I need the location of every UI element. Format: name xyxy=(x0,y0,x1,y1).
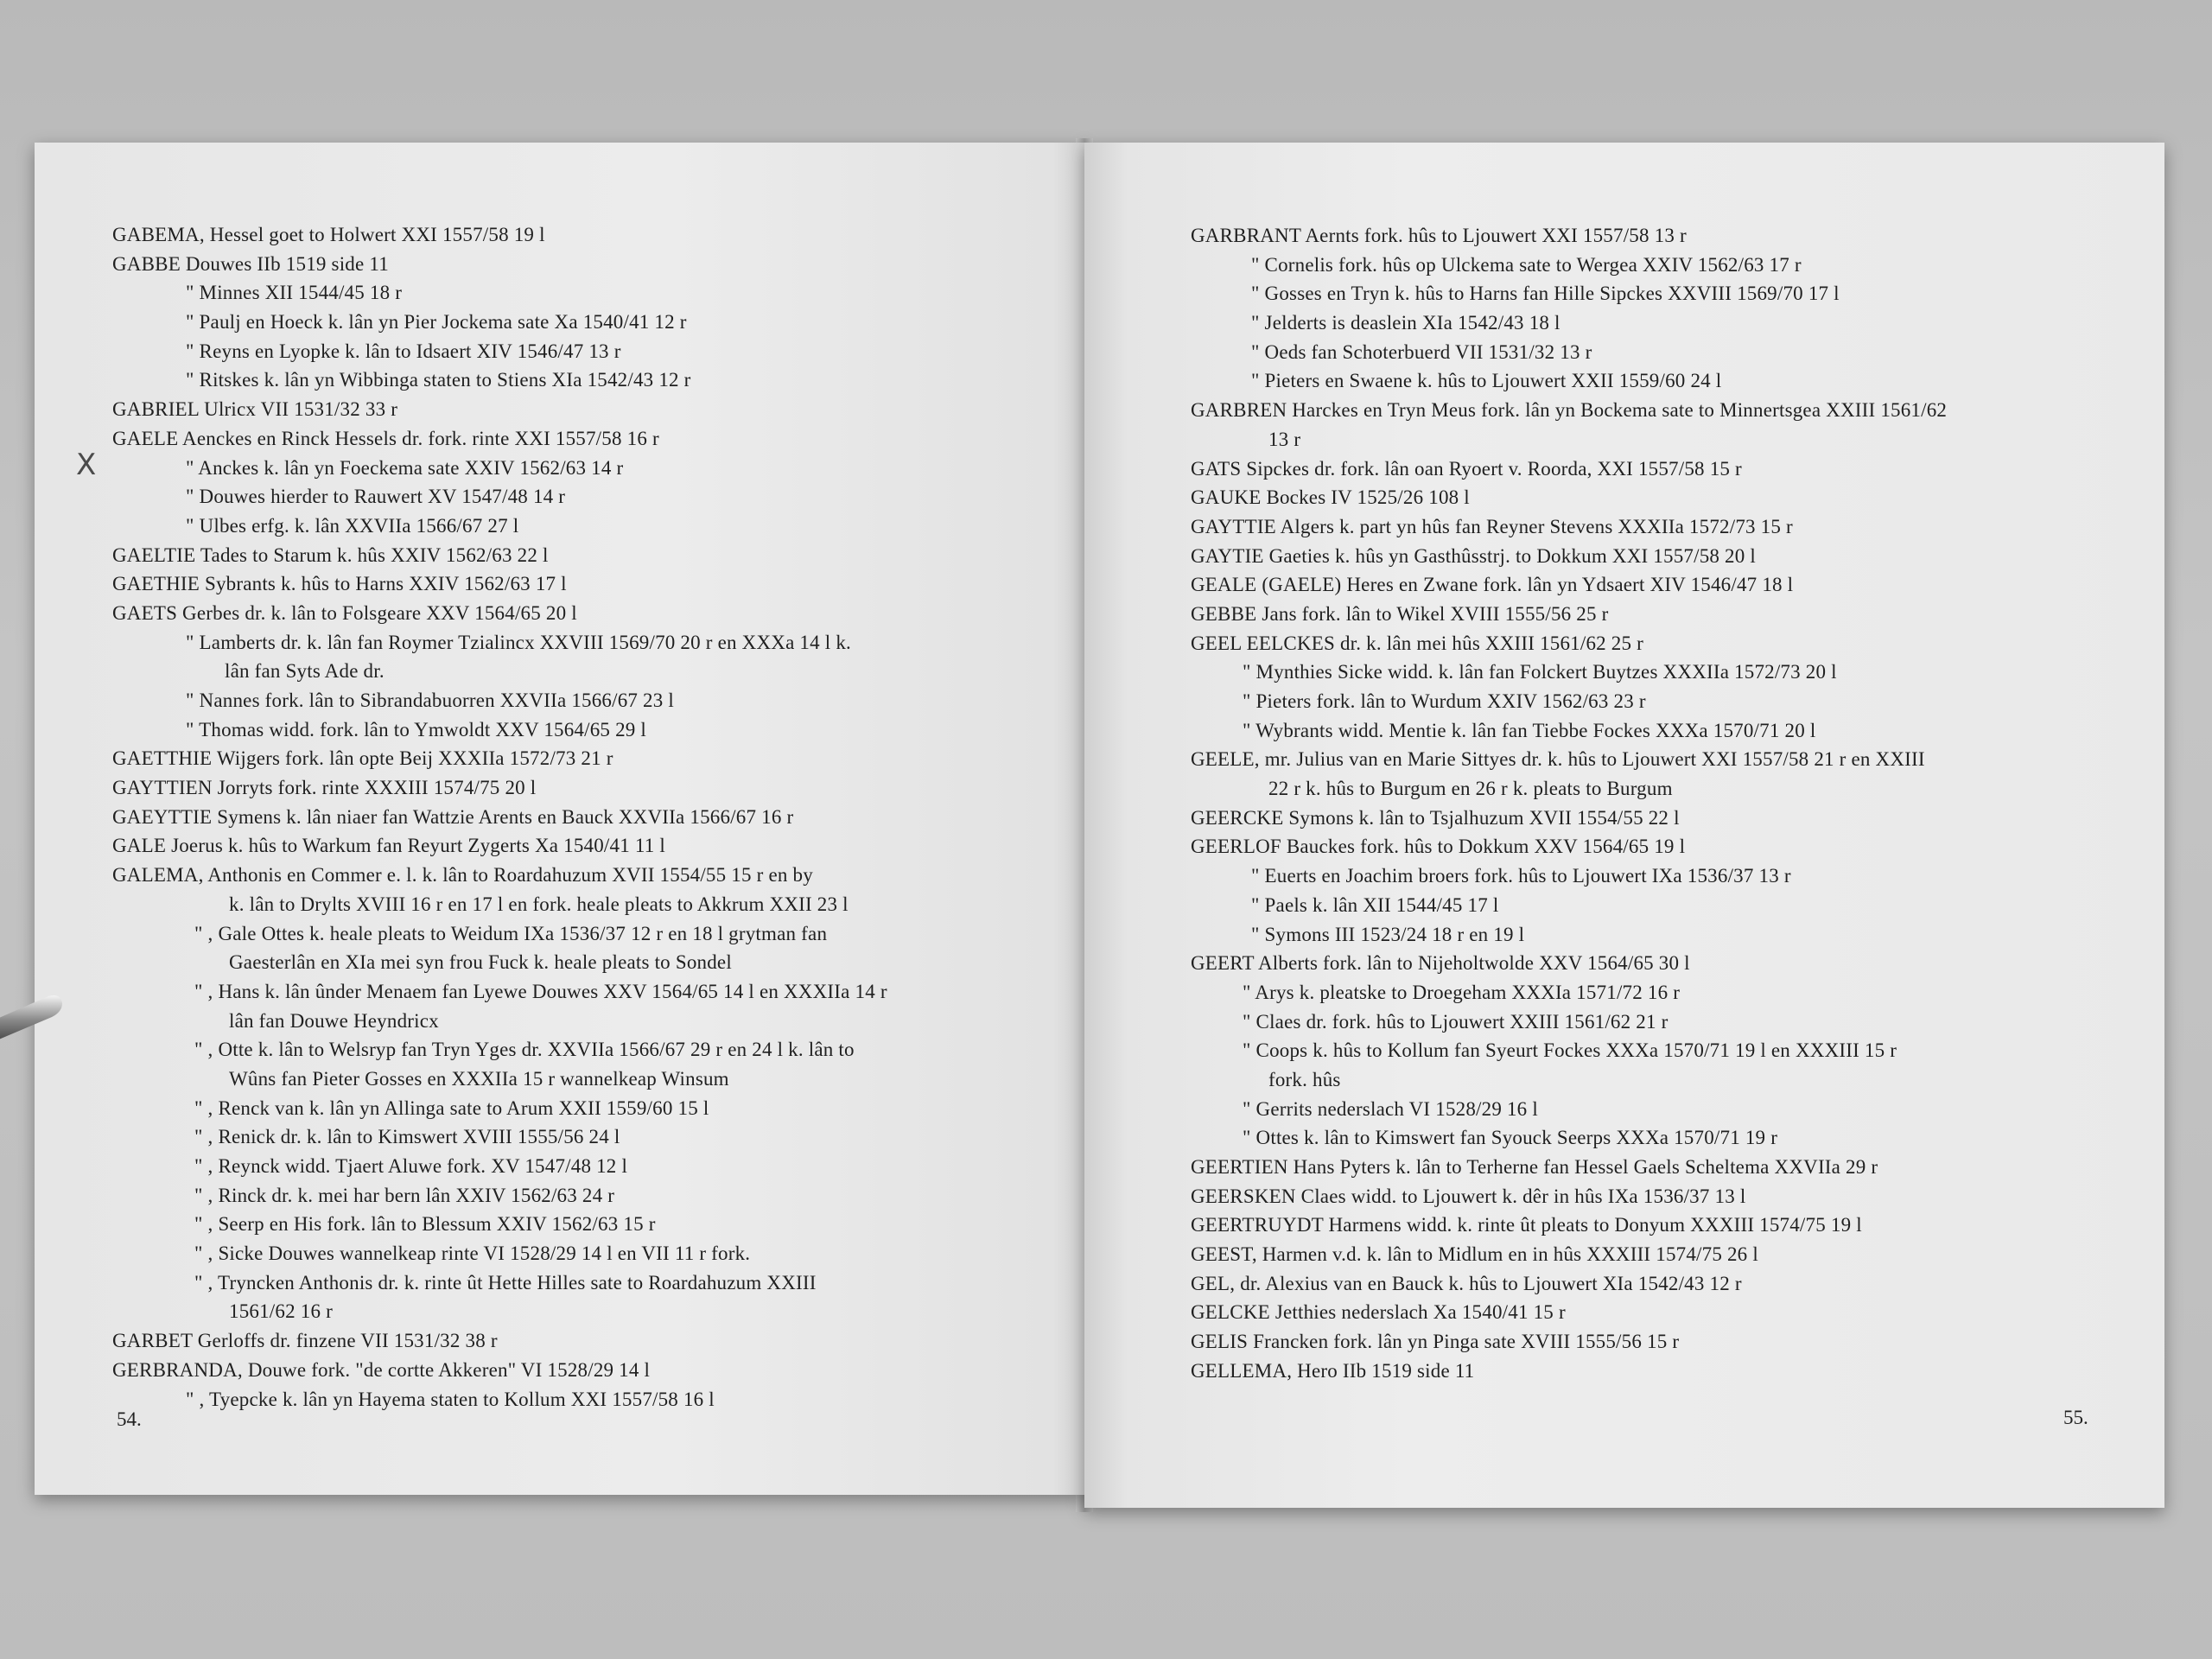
page-number-right: 55. xyxy=(2063,1407,2088,1428)
entry-line: GELLEMA, Hero IIb 1519 side 11 xyxy=(1191,1359,1475,1382)
entry-line: GEEL EELCKES dr. k. lân mei hûs XXIII 1561/62 25 r xyxy=(1191,632,1644,654)
entry-line: " Pieters fork. lân to Wurdum XXIV 1562/63 23 r xyxy=(1243,690,1646,712)
entry-line: GEEST, Harmen v.d. k. lân to Midlum en in hûs XXXIII 1574/75 26 l xyxy=(1191,1243,1758,1266)
entry-line: 1561/62 16 r xyxy=(229,1300,333,1323)
entry-line: " Wybrants widd. Mentie k. lân fan Tiebbe Fockes XXXa 1570/71 20 l xyxy=(1243,719,1816,741)
entry-line: " Lamberts dr. k. lân fan Roymer Tzialincx XXVIII 1569/70 20 r en XXXa 14 l k. xyxy=(186,631,851,653)
entry-line: " , Tyepcke k. lân yn Hayema staten to Kollum XXI 1557/58 16 l xyxy=(186,1388,715,1410)
entry-line: " Gerrits nederslach VI 1528/29 16 l xyxy=(1243,1097,1538,1120)
entry-line: " , Otte k. lân to Welsryp fan Tryn Yges dr. XXVIIa 1566/67 29 r en 24 l k. lân to xyxy=(194,1039,855,1061)
entry-line: lân fan Douwe Heyndricx xyxy=(229,1009,439,1032)
entry-line: " Jelderts is deaslein XIa 1542/43 18 l xyxy=(1251,312,1560,334)
entry-line: GARBRANT Aernts fork. hûs to Ljouwert XXI 1557/58 13 r xyxy=(1191,225,1687,246)
entry-line: GAELTIE Tades to Starum k. hûs XXIV 1562/63 22 l xyxy=(112,543,549,566)
entry-line: 22 r k. hûs to Burgum en 26 r k. pleats to Burgum xyxy=(1268,778,1673,800)
entry-line: GALE Joerus k. hûs to Warkum fan Reyurt Zygerts Xa 1540/41 11 l xyxy=(112,835,665,857)
entry-line: " Minnes XII 1544/45 18 r xyxy=(186,282,403,304)
entry-line: GABBE Douwes IIb 1519 side 11 xyxy=(112,252,389,275)
entry-line: GALEMA, Anthonis en Commer e. l. k. lân to Roardahuzum XVII 1554/55 15 r en by xyxy=(112,864,813,887)
margin-mark: X xyxy=(76,448,97,482)
entry-line: " Ritskes k. lân yn Wibbinga staten to Stiens XIa 1542/43 12 r xyxy=(186,369,691,391)
entry-line: " Mynthies Sicke widd. k. lân fan Folckert Buytzes XXXIIa 1572/73 20 l xyxy=(1243,661,1837,683)
entry-line: GABEMA, Hessel goet to Holwert XXI 1557/58 19 l xyxy=(112,224,545,245)
entry-line: " Anckes k. lân yn Foeckema sate XXIV 1562/63 14 r xyxy=(186,456,624,479)
entry-line: " Claes dr. fork. hûs to Ljouwert XXIII 1561/62 21 r xyxy=(1243,1010,1669,1033)
entry-line: " , Renick dr. k. lân to Kimswert XVIII 1555/56 24 l xyxy=(194,1126,620,1148)
pen-tip xyxy=(0,981,86,1050)
entry-line: fork. hûs xyxy=(1268,1068,1341,1090)
entry-line: " , Gale Ottes k. heale pleats to Weidum IXa 1536/37 12 r en 18 l grytman fan xyxy=(194,922,828,944)
entry-line: GEERSKEN Claes widd. to Ljouwert k. dêr in hûs IXa 1536/37 13 l xyxy=(1191,1185,1746,1207)
entry-line: GARBREN Harckes en Tryn Meus fork. lân yn Bockema sate to Minnertsgea XXIII 1561/62 xyxy=(1191,399,1948,422)
entry-line: " Paels k. lân XII 1544/45 17 l xyxy=(1251,893,1499,916)
entry-line: " , Rinck dr. k. mei har bern lân XXIV 1562/63 24 r xyxy=(194,1184,615,1206)
entry-line: GEELE, mr. Julius van en Marie Sittyes dr. k. hûs to Ljouwert XXI 1557/58 21 r en XXIII xyxy=(1191,748,1925,771)
entry-line: GELCKE Jetthies nederslach Xa 1540/41 15 r xyxy=(1191,1301,1566,1324)
entry-line: " Ottes k. lân to Kimswert fan Syouck Seerps XXXa 1570/71 19 r xyxy=(1243,1127,1778,1149)
entry-line: " Ulbes erfg. k. lân XXVIIa 1566/67 27 l xyxy=(186,514,519,537)
entry-line: GAETTHIE Wijgers fork. lân opte Beij XXXIIa 1572/73 21 r xyxy=(112,747,613,770)
entry-line: Gaesterlân en XIa mei syn frou Fuck k. heale pleats to Sondel xyxy=(229,951,732,974)
entry-line: k. lân to Drylts XVIII 16 r en 17 l en fork. heale pleats to Akkrum XXII 23 l xyxy=(229,893,849,915)
entry-line: " , Sicke Douwes wannelkeap rinte VI 1528/29 14 l en VII 11 r fork. xyxy=(194,1243,751,1265)
entry-line: GEL, dr. Alexius van en Bauck k. hûs to Ljouwert XIa 1542/43 12 r xyxy=(1191,1272,1742,1294)
page-number-left: 54. xyxy=(117,1408,142,1430)
left-page-entries xyxy=(112,220,1063,1414)
entry-line: " Symons III 1523/24 18 r en 19 l xyxy=(1251,923,1525,945)
entry-line: " Gosses en Tryn k. hûs to Harns fan Hille Sipckes XXVIII 1569/70 17 l xyxy=(1251,283,1840,305)
entry-line: " Coops k. hûs to Kollum fan Syeurt Fockes XXXa 1570/71 19 l en XXXIII 15 r xyxy=(1243,1039,1897,1062)
entry-line: GABRIEL Ulricx VII 1531/32 33 r xyxy=(112,398,398,421)
right-page-entries xyxy=(1191,221,2150,1386)
entry-line: " Douwes hierder to Rauwert XV 1547/48 14 r xyxy=(186,486,566,508)
entry-line: GERBRANDA, Douwe fork. "de cortte Akkeren" VI 1528/29 14 l xyxy=(112,1358,651,1381)
entry-line: GAETS Gerbes dr. k. lân to Folsgeare XXV 1564/65 20 l xyxy=(112,601,577,624)
entry-line: GEBBE Jans fork. lân to Wikel XVIII 1555/56 25 r xyxy=(1191,602,1609,625)
entry-line: " , Renck van k. lân yn Allinga sate to Arum XXII 1559/60 15 l xyxy=(194,1096,709,1119)
entry-line: 13 r xyxy=(1268,428,1301,450)
entry-line: lân fan Syts Ade dr. xyxy=(225,660,385,683)
entry-line: GAYTTIE Algers k. part yn hûs fan Reyner Stevens XXXIIa 1572/73 15 r xyxy=(1191,515,1793,537)
entry-line: GEERLOF Bauckes fork. hûs to Dokkum XXV 1564/65 19 l xyxy=(1191,836,1686,858)
entry-line: GEERTIEN Hans Pyters k. lân to Terherne fan Hessel Gaels Scheltema XXVIIa 29 r xyxy=(1191,1156,1878,1178)
entry-line: " Oeds fan Schoterbuerd VII 1531/32 13 r xyxy=(1251,340,1592,363)
entry-line: GAYTIE Gaeties k. hûs yn Gasthûsstrj. to Dokkum XXI 1557/58 20 l xyxy=(1191,544,1756,567)
entry-line: GEALE (GAELE) Heres en Zwane fork. lân yn Ydsaert XIV 1546/47 18 l xyxy=(1191,574,1794,596)
entry-line: GAEYTTIE Symens k. lân niaer fan Wattzie Arents en Bauck XXVIIa 1566/67 16 r xyxy=(112,805,794,828)
entry-line: GELIS Francken fork. lân yn Pinga sate XVIII 1555/56 15 r xyxy=(1191,1331,1680,1353)
entry-line: " Euerts en Joachim broers fork. hûs to Ljouwert IXa 1536/37 13 r xyxy=(1251,865,1791,887)
entry-line: " Arys k. pleatske to Droegeham XXXIa 1571/72 16 r xyxy=(1243,981,1681,1003)
entry-line: " Reyns en Lyopke k. lân to Idsaert XIV 1546/47 13 r xyxy=(186,340,621,362)
entry-line: GAYTTIEN Jorryts fork. rinte XXXIII 1574/75 20 l xyxy=(112,777,537,799)
entry-line: " Cornelis fork. hûs op Ulckema sate to Wergea XXIV 1562/63 17 r xyxy=(1251,253,1802,276)
entry-line: " , Hans k. lân ûnder Menaem fan Lyewe Douwes XXV 1564/65 14 l en XXXIIa 14 r xyxy=(194,980,887,1002)
entry-line: " Nannes fork. lân to Sibrandabuorren XXVIIa 1566/67 23 l xyxy=(186,690,674,711)
entry-line: " , Tryncken Anthonis dr. k. rinte ût Hette Hilles sate to Roardahuzum XXIII xyxy=(194,1271,817,1294)
entry-line: GAELE Aenckes en Rinck Hessels dr. fork. rinte XXI 1557/58 16 r xyxy=(112,427,659,449)
entry-line: Wûns fan Pieter Gosses en XXXIIa 15 r wannelkeap Winsum xyxy=(229,1067,729,1090)
entry-line: GEERT Alberts fork. lân to Nijeholtwolde XXV 1564/65 30 l xyxy=(1191,952,1690,975)
entry-line: GEERCKE Symons k. lân to Tsjalhuzum XVII 1554/55 22 l xyxy=(1191,806,1680,829)
entry-line: GATS Sipckes dr. fork. lân oan Ryoert v. Roorda, XXI 1557/58 15 r xyxy=(1191,457,1742,480)
entry-line: GAUKE Bockes IV 1525/26 108 l xyxy=(1191,486,1470,509)
entry-line: GEERTRUYDT Harmens widd. k. rinte ût pleats to Donyum XXXIII 1574/75 19 l xyxy=(1191,1214,1862,1236)
entry-line: " Thomas widd. fork. lân to Ymwoldt XXV 1564/65 29 l xyxy=(186,718,647,741)
entry-line: " , Seerp en His fork. lân to Blessum XXIV 1562/63 15 r xyxy=(194,1213,656,1236)
entry-line: " Paulj en Hoeck k. lân yn Pier Jockema sate Xa 1540/41 12 r xyxy=(186,311,687,334)
entry-line: " Pieters en Swaene k. hûs to Ljouwert XXII 1559/60 24 l xyxy=(1251,370,1722,392)
entry-line: " , Reynck widd. Tjaert Aluwe fork. XV 1547/48 12 l xyxy=(194,1155,628,1177)
entry-line: GARBET Gerloffs dr. finzene VII 1531/32 38 r xyxy=(112,1330,498,1352)
entry-line: GAETHIE Sybrants k. hûs to Harns XXIV 1562/63 17 l xyxy=(112,573,567,595)
